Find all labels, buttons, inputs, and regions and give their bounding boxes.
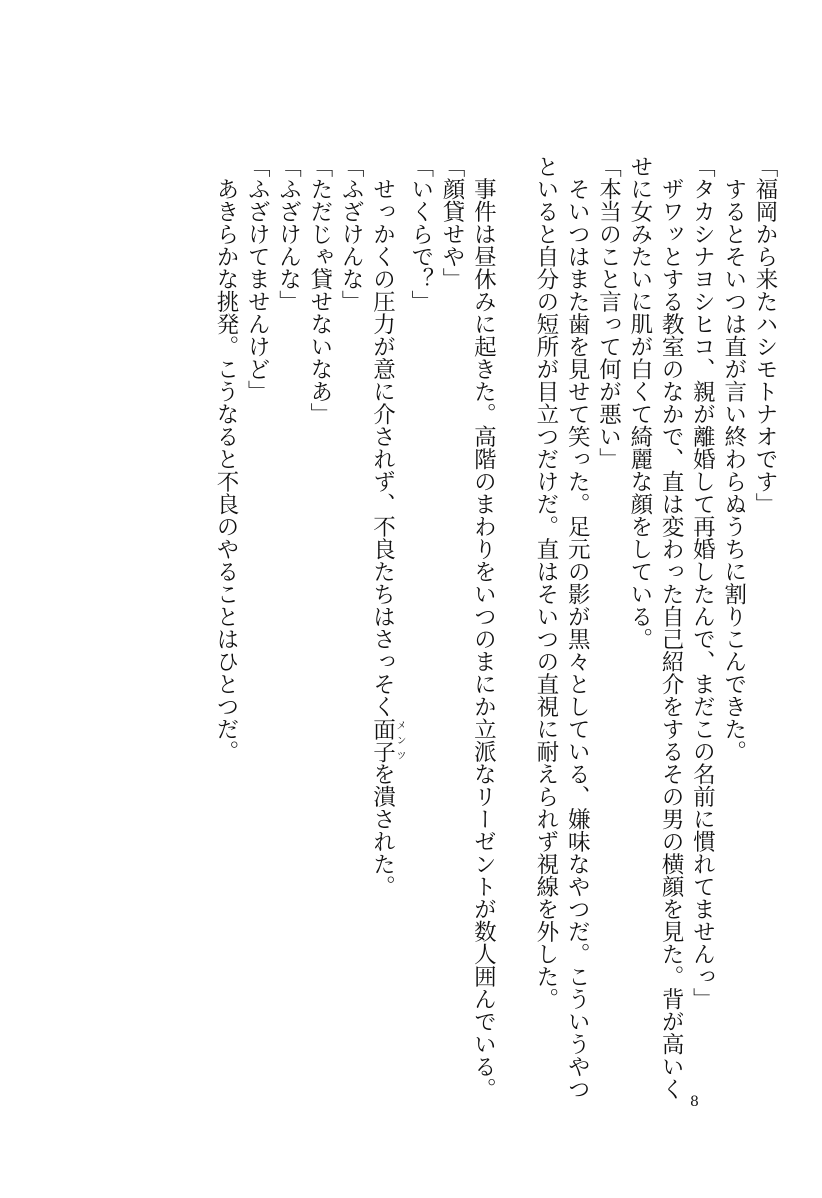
text-line-15: 「ただじゃ貸せないなあ」 [306,155,333,425]
text-line-12: 「いくらで？」 [407,155,434,313]
text-line-14: 「ふざけんな」 [338,155,365,313]
text-line-13 [366,155,404,1055]
text-line-13-tail: を潰された。 [369,762,396,898]
text-line-18: あきらかな挑発。こうなると不良のやることはひとつだ。 [212,155,239,763]
blank-line [498,155,529,156]
ruby-base: 面子 [369,717,396,763]
text-line-17: 「ふざけてませんけど」 [244,155,271,403]
text-line-11: 「顔貸せや」 [439,155,466,290]
text-line-3: 「タカシナヨシヒコ、親が離婚して再婚したんで、まだこの名前に慣れてませんっ」 [689,155,716,1010]
text-line-16: 「ふざけんな」 [275,155,302,313]
text-line-2: するとそいつは直が言い終わらぬうちに割りこんできた。 [720,155,747,763]
vertical-text-body [210,155,780,1100]
text-line-10: 事件は昼休みに起きた。高階のまわりをいつのまにか立派なリーゼントが数人囲んでいる。 [470,155,497,1100]
page-number: 8 [690,1094,699,1110]
text-line-13-head: せっかくの圧力が意に介されず、不良たちはさっそく [369,155,396,718]
text-line-7: そいつはまた歯を見せて笑った。足元の影が黒々としている、嫌味なやつだ。こういうやつ [564,155,591,1100]
ruby-mentsu [369,717,405,763]
text-line-1: 「福岡から来たハシモトナオです」 [752,155,778,515]
text-line-5: せに女みたいに肌が白くて綺麗な顔をしている。 [626,155,653,650]
text-line-8: といると自分の短所が目立つだけだ。直はそいつの直視に耐えられず視線を外した。 [532,155,559,1010]
text-line-6: 「本当のこと言って何が悪い」 [595,155,622,470]
ruby-reading: メンツ [393,717,405,763]
text-line-4: ザワッとする教室のなかで、直は変わった自己紹介をするその男の横顔を見た。背が高いく [658,155,685,1100]
